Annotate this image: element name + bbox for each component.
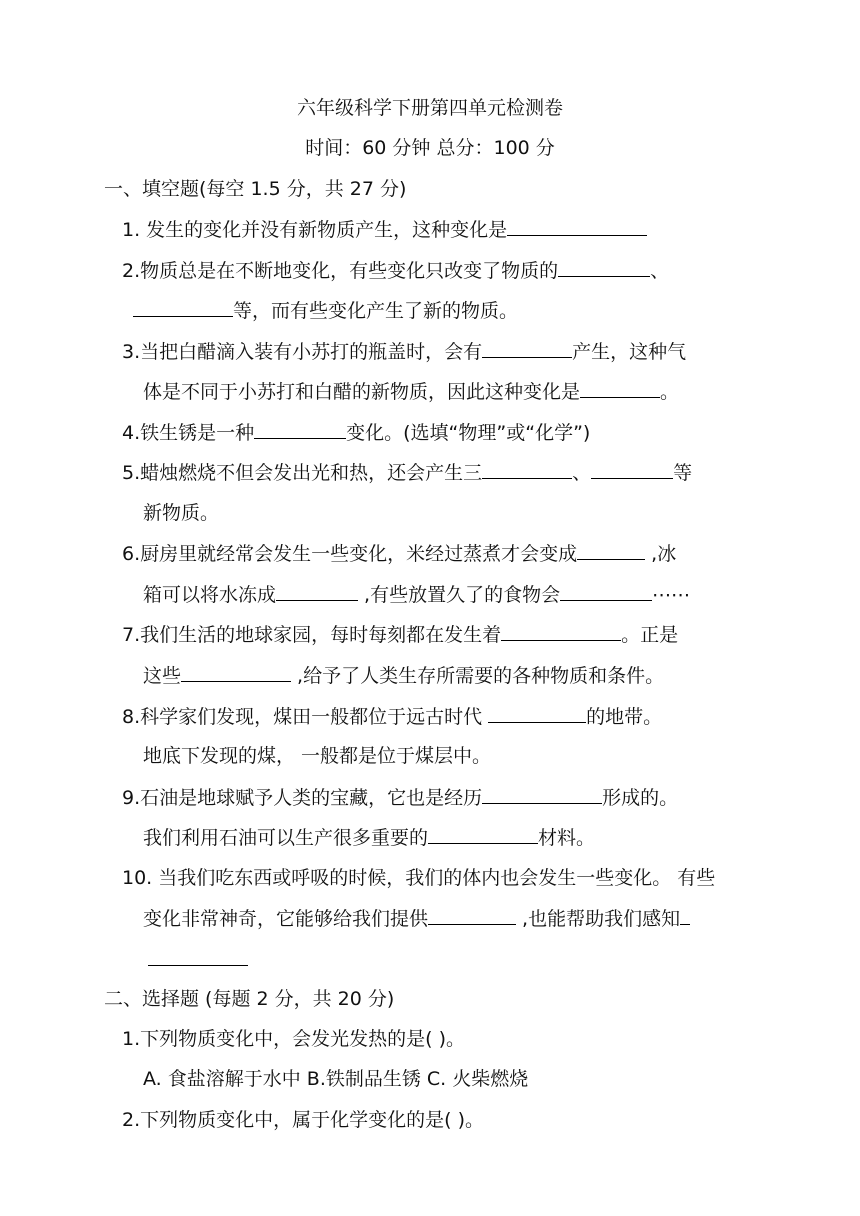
s1-question-9-cont [143, 824, 595, 851]
s1-question-7 [122, 621, 678, 648]
q8-text-a: 8.科学家们发现，煤田一般都位于远古时代 [122, 706, 489, 728]
s1-question-7-cont [143, 662, 664, 689]
answer-blank[interactable] [482, 784, 602, 804]
s1-question-10-cont [143, 905, 690, 932]
answer-blank[interactable] [133, 297, 233, 317]
s1-question-6 [122, 540, 676, 567]
page-title: 六年级科学下册第四单元检测卷 [296, 97, 563, 119]
q5-text-d: 新物质。 [143, 502, 220, 524]
s1-question-4 [122, 419, 590, 446]
q5-text-c: 等 [673, 462, 693, 484]
s1-question-10 [122, 865, 715, 891]
q2-text-b: 、 [650, 260, 670, 282]
s1-question-6-cont [143, 581, 690, 608]
s1-question-8 [122, 703, 662, 730]
q4-text-b: 变化。(选填“物理”或“化学”) [346, 422, 591, 444]
s1-question-1 [122, 216, 647, 243]
s2-question-1 [122, 1026, 465, 1052]
section2-heading: 二、选择题 (每题 2 分，共 20 分) [104, 988, 395, 1010]
q10-text-a: 10. 当我们吃东西或呼吸的时候，我们的体内也会发生一些变化。 有些 [122, 867, 716, 889]
q1-text: 1. 发生的变化并没有新物质产生，这种变化是 [122, 219, 508, 241]
s1-question-9 [122, 784, 678, 811]
q6-text-a: 6.厨房里就经常会发生一些变化，米经过蒸煮才会变成 [122, 543, 578, 565]
q4-text-a: 4.铁生锈是一种 [122, 422, 255, 444]
q2-text-c: 等，而有些变化产生了新的物质。 [233, 300, 519, 322]
q8-text-c: 地底下发现的煤， 一般都是位于煤层中。 [143, 745, 492, 767]
q6-text-c: 箱可以将水冻成 [143, 584, 277, 606]
s1-question-2-cont [133, 297, 518, 324]
q5-text-b: 、 [572, 462, 592, 484]
s2-q1-stem: 1.下列物质变化中，会发光发热的是( )。 [122, 1028, 465, 1050]
q9-text-d: 材料。 [538, 827, 596, 849]
answer-blank[interactable] [560, 581, 652, 601]
s1-question-3 [122, 338, 686, 365]
exam-info: 时间：60 分钟 总分：100 分 [305, 137, 555, 159]
s1-question-5 [122, 459, 692, 486]
answer-blank[interactable] [577, 540, 645, 560]
q3-text-b: 产生，这种气 [572, 341, 687, 363]
answer-blank[interactable] [580, 378, 660, 398]
s2-question-2 [122, 1107, 484, 1133]
q10-text-c: ,也能帮助我们感知 [516, 908, 681, 930]
s1-question-8-cont [143, 743, 491, 769]
q2-text-a: 2.物质总是在不断地变化，有些变化只改变了物质的 [122, 260, 559, 282]
answer-blank[interactable] [148, 946, 248, 966]
q7-text-b: 。正是 [621, 624, 679, 646]
q5-text-a: 5.蜡烛燃烧不但会发出光和热，还会产生三 [122, 462, 483, 484]
q6-text-d: ,有些放置久了的食物会 [358, 584, 561, 606]
answer-blank[interactable] [254, 419, 346, 439]
section1-heading: 一、填空题(每空 1.5 分，共 27 分) [104, 178, 407, 200]
s1-question-2 [122, 257, 669, 284]
q7-text-a: 7.我们生活的地球家园，每时每刻都在发生着 [122, 624, 502, 646]
s1-question-3-cont [143, 378, 679, 405]
answer-blank[interactable] [428, 905, 516, 925]
s2-q2-stem: 2.下列物质变化中，属于化学变化的是( )。 [122, 1109, 484, 1131]
answer-blank[interactable] [558, 257, 650, 277]
q6-text-e: ⋯⋯ [652, 584, 691, 606]
q8-text-b: 的地带。 [586, 706, 663, 728]
answer-blank[interactable] [501, 621, 621, 641]
s1-question-10-cont2 [148, 946, 248, 973]
q9-text-c: 我们利用石油可以生产很多重要的 [143, 827, 429, 849]
q10-text-b: 变化非常神奇，它能够给我们提供 [143, 908, 429, 930]
q9-text-b: 形成的。 [602, 787, 679, 809]
q3-text-c: 体是不同于小苏打和白醋的新物质，因此这种变化是 [143, 381, 581, 403]
answer-blank[interactable] [428, 824, 538, 844]
answer-blank[interactable] [181, 662, 291, 682]
q9-text-a: 9.石油是地球赋予人类的宝藏，它也是经历 [122, 787, 483, 809]
q3-text-d: 。 [660, 381, 680, 403]
answer-blank[interactable] [507, 216, 647, 236]
s2-q1-options: A. 食盐溶解于水中 B.铁制品生锈 C. 火柴燃烧 [143, 1068, 529, 1090]
answer-blank[interactable] [488, 703, 586, 723]
answer-blank[interactable] [276, 581, 358, 601]
q7-text-d: ,给予了人类生存所需要的各种物质和条件。 [291, 665, 665, 687]
answer-blank[interactable] [680, 905, 690, 925]
q3-text-a: 3.当把白醋滴入装有小苏打的瓶盖时，会有 [122, 341, 483, 363]
q7-text-c: 这些 [143, 665, 182, 687]
q6-text-b: ,冰 [645, 543, 677, 565]
answer-blank[interactable] [482, 338, 572, 358]
answer-blank[interactable] [482, 459, 572, 479]
s1-question-5-cont [143, 500, 219, 526]
s2-question-1-options [143, 1066, 528, 1092]
answer-blank[interactable] [591, 459, 673, 479]
